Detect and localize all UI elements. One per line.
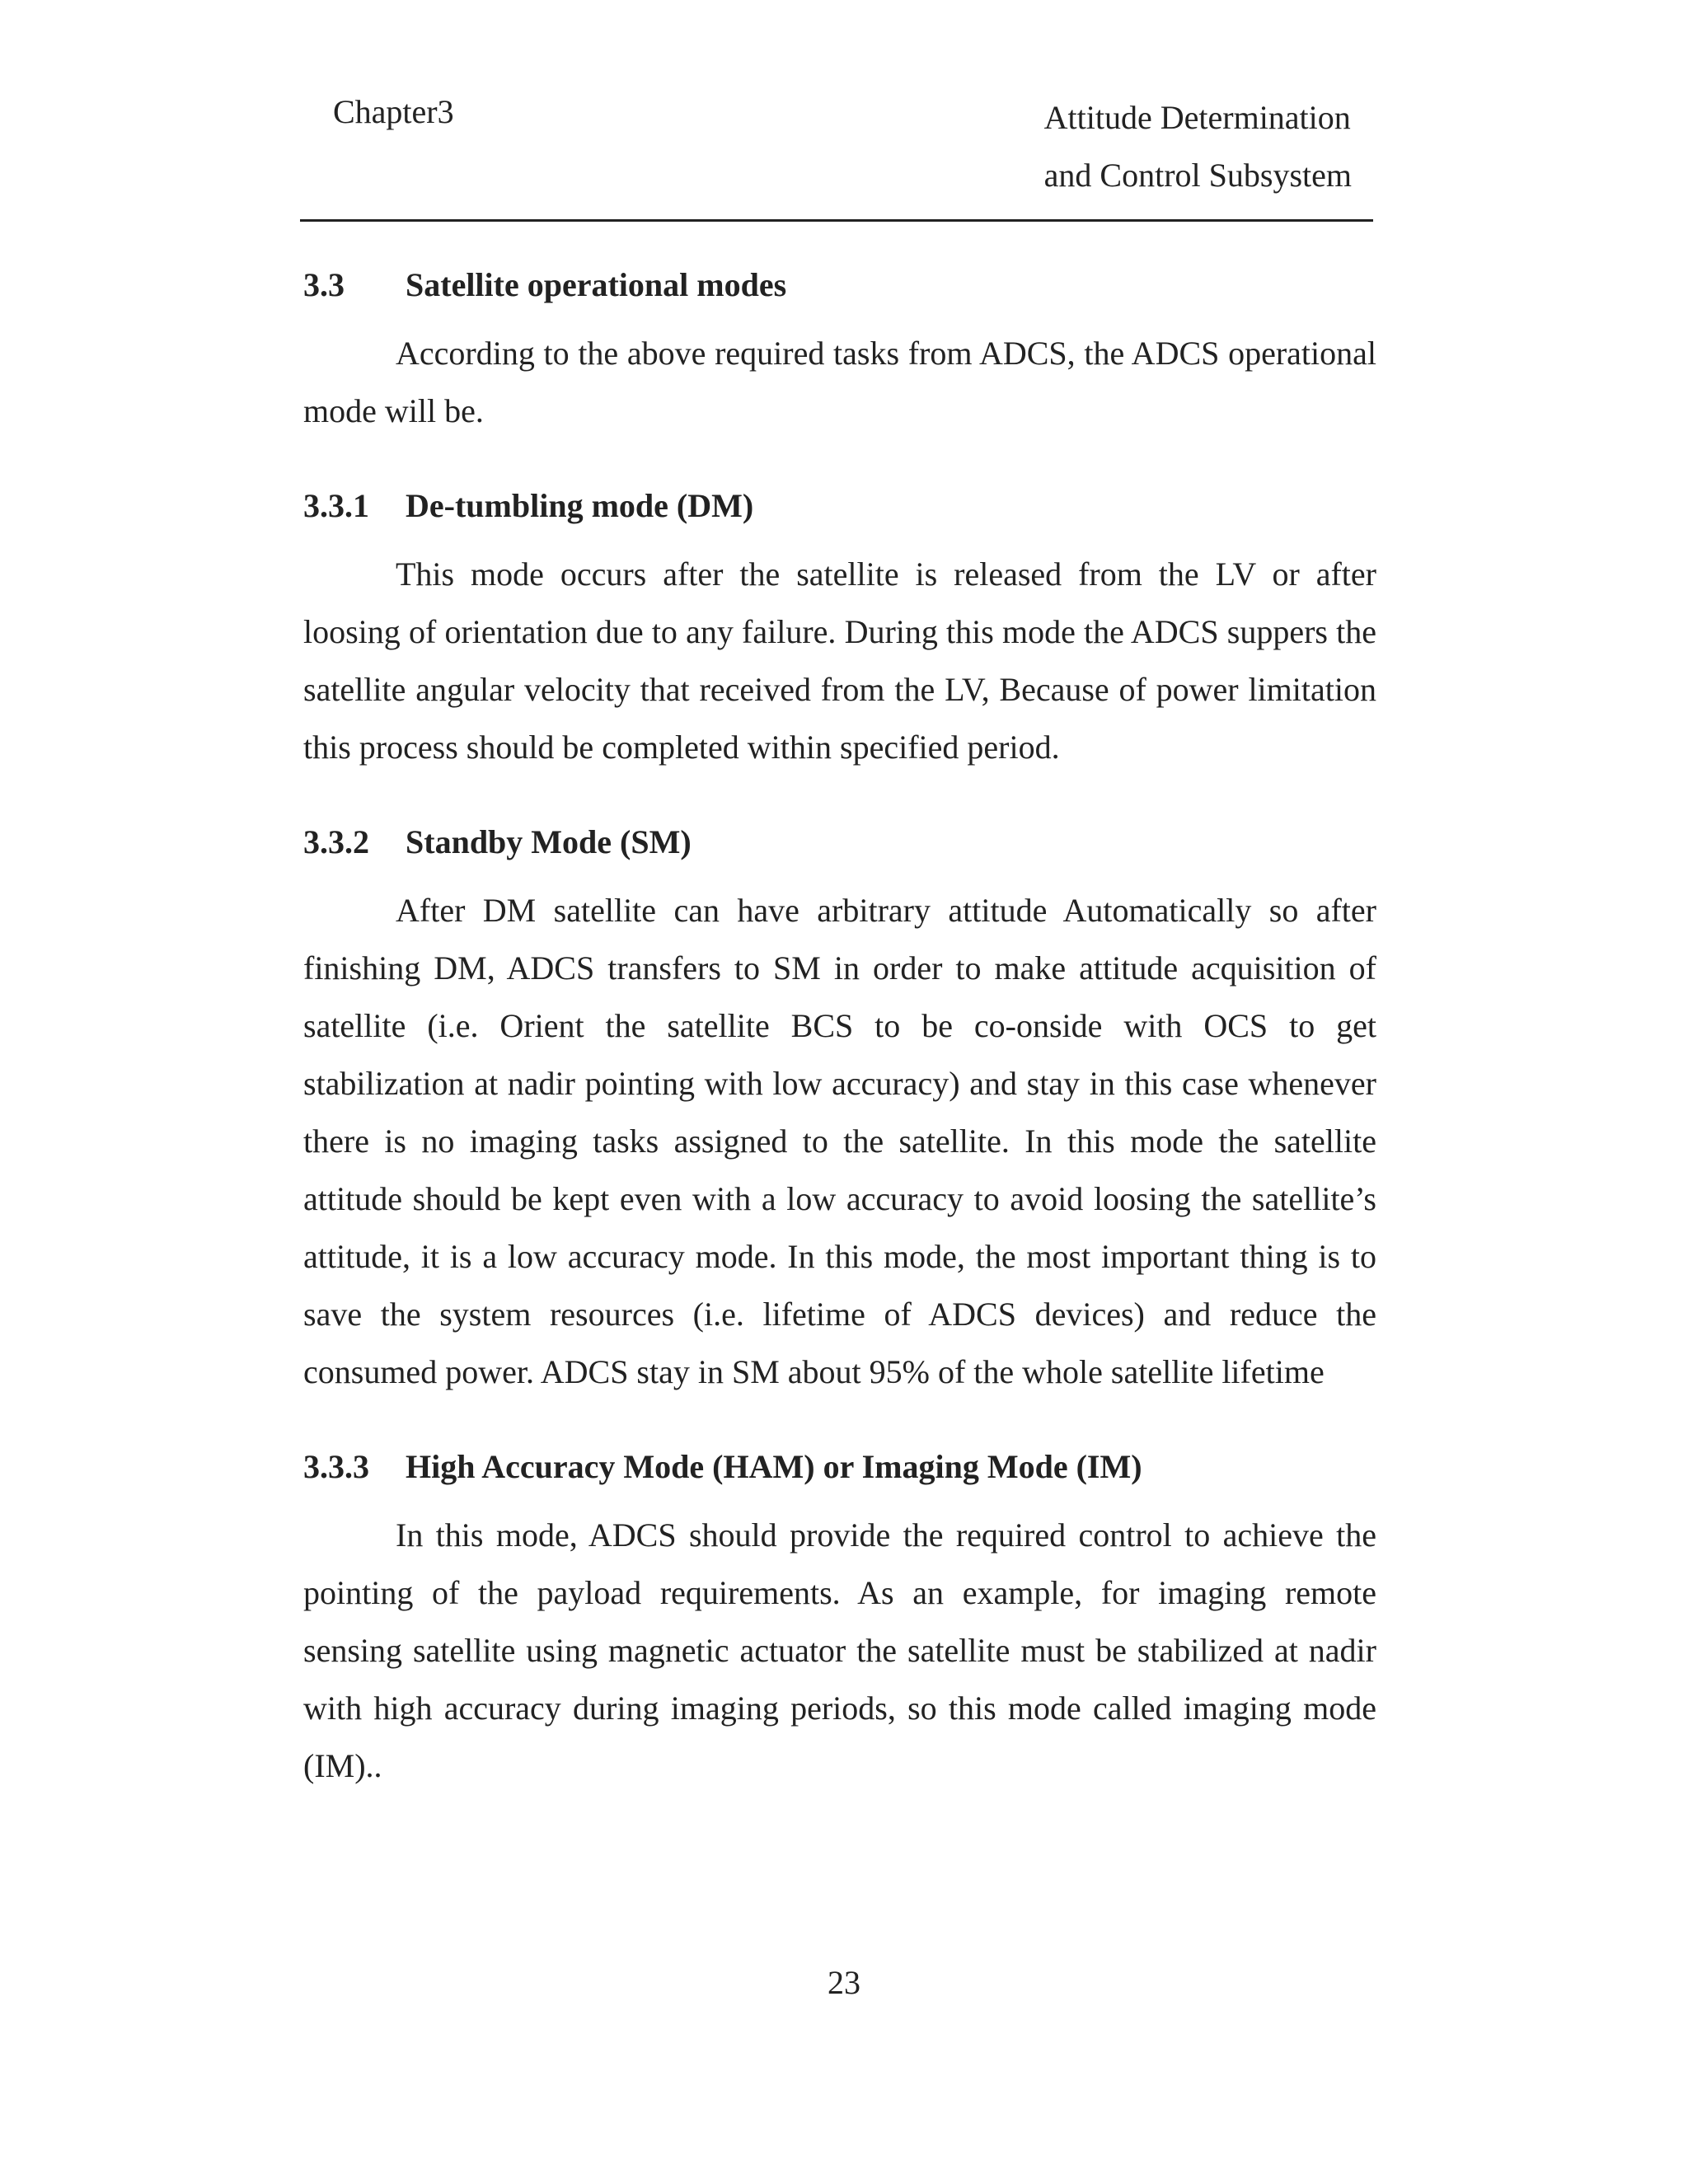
section-heading-3-3-1 [303,483,1376,529]
section-title: Satellite operational modes [406,266,787,303]
section-title: Standby Mode (SM) [406,823,692,860]
section-number: 3.3.3 [303,1448,369,1485]
running-header-title [1044,89,1352,204]
running-header-chapter: Chapter3 [333,93,454,130]
running-header-title-line2: and Control Subsystem [1043,157,1352,194]
running-header-title-line1: Attitude Determination [1043,99,1351,136]
paragraph-3-3-2: After DM satellite can have arbitrary attitude Automatically so after finishing DM, ADCS transfers to SM in order to make attitude acquisition of satellite (i.e. Orient the satellite BCS to be co-onside with OCS to get stabilization at nadir pointing with low accuracy) and stay in this case whenever there is no imaging tasks assigned to the satellite. In this mode the satellite attitude should be kept even with a low accuracy to avoid loosing the satellite’s attitude, it is a low accuracy mode. In this mode, the most important thing is to save the system resources (i.e. lifetime of ADCS devices) and reduce the consumed power. ADCS stay in SM about 95% of the whole satellite lifetime [303,892,1376,1390]
section-title: De-tumbling mode (DM) [406,487,754,524]
section-number: 3.3.2 [303,823,369,860]
section-heading-3-3 [303,262,1376,308]
section-number: 3.3 [303,266,345,303]
page-body [303,262,1376,1795]
section-number: 3.3.1 [303,487,369,524]
paragraph-3-3: According to the above required tasks from ADCS, the ADCS operational mode will be. [303,335,1376,429]
section-heading-3-3-3 [303,1444,1376,1490]
paragraph-3-3-1: This mode occurs after the satellite is released from the LV or after loosing of orientation due to any failure. During this mode the ADCS suppers the satellite angular velocity that received from the LV, Because of power limitation this process should be completed within specified period. [303,555,1376,766]
section-title: High Accuracy Mode (HAM) or Imaging Mode (IM) [406,1448,1142,1485]
page-number: 23 [828,1964,860,2001]
section-heading-3-3-2 [303,819,1376,865]
paragraph-3-3-3: In this mode, ADCS should provide the required control to achieve the pointing of the payload requirements. As an example, for imaging remote sensing satellite using magnetic actuator the satellite must be stabilized at nadir with high accuracy during imaging periods, so this mode called imaging mode (IM).. [303,1516,1376,1784]
header-divider [300,219,1373,222]
